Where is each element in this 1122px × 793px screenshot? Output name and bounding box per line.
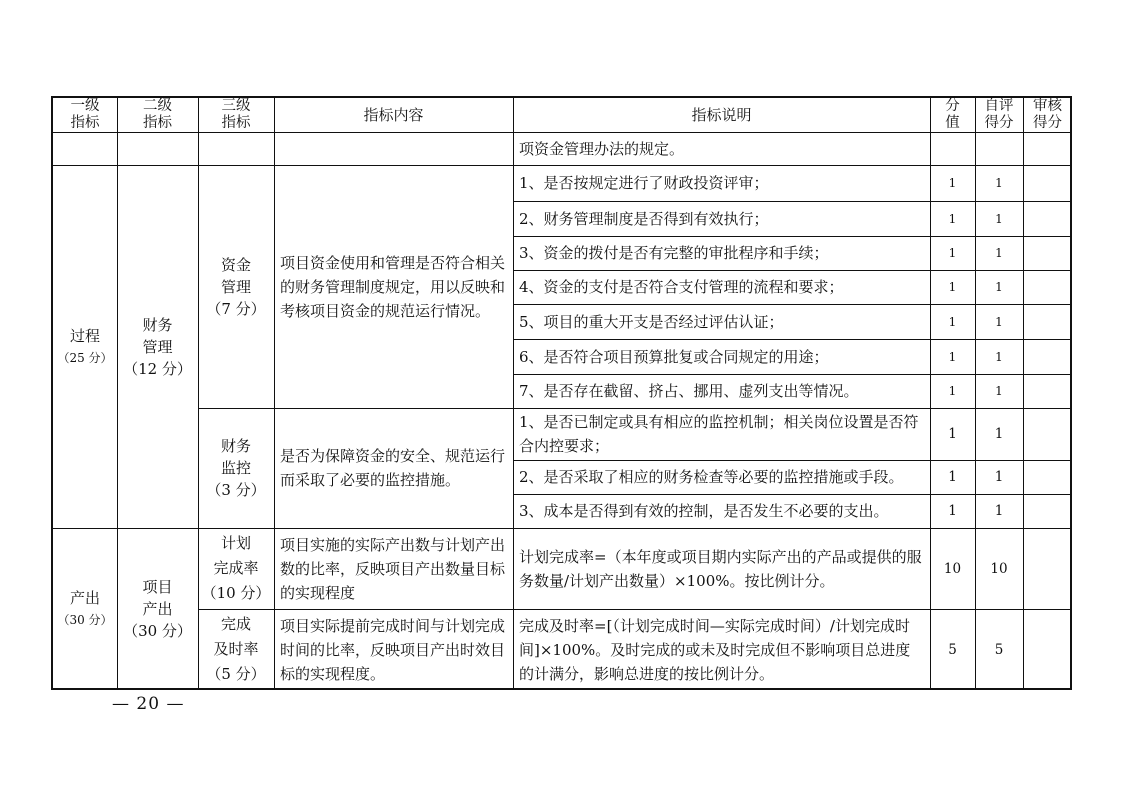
score-value: 1	[948, 211, 957, 226]
criteria-row: 3、成本是否得到有效的控制，是否发生不必要的支出。	[519, 502, 889, 520]
level3-financial-monitoring: 财务 监控 （3 分）	[206, 437, 266, 499]
header-description: 指标说明	[691, 105, 752, 124]
plan-completion-description: 计划完成率=（本年度或项目期内实际产出的产品或提供的服务数量/计划产出数量）×100%。按比例计分。	[519, 547, 922, 590]
header-level2: 二级 指标	[143, 98, 172, 131]
score-value: 10	[943, 560, 962, 577]
header-audit-score: 审核 得分	[1033, 98, 1062, 131]
score-value: 1	[948, 280, 957, 294]
self-score-value: 1	[994, 426, 1004, 442]
score-value: 1	[948, 314, 957, 329]
self-score-value: 10	[990, 560, 1008, 577]
header-content: 指标内容	[363, 105, 424, 124]
criteria-row: 6、是否符合项目预算批复或合同规定的用途；	[519, 347, 829, 366]
level2-project-output: 项目 产出 （30 分）	[123, 578, 192, 640]
score-value: 1	[948, 176, 957, 190]
header-self-score: 自评 得分	[984, 98, 1014, 131]
criteria-row: 4、资金的支付是否符合支付管理的流程和要求；	[519, 278, 844, 296]
plan-completion-content: 项目实施的实际产出数与计划产出数的比率，反映项目产出数量目标的实现程度	[280, 535, 506, 602]
continuation-text: 项资金管理办法的规定。	[519, 139, 685, 158]
score-value: 1	[948, 503, 957, 519]
score-value: 1	[948, 246, 957, 260]
score-value: 1	[948, 426, 957, 442]
header-level3: 三级 指标	[221, 98, 251, 131]
self-score-value: 1	[995, 349, 1003, 364]
criteria-row: 1、是否已制定或具有相应的监控机制；相关岗位设置是否符合内控要求；	[519, 413, 919, 455]
criteria-row: 2、财务管理制度是否得到有效执行；	[519, 209, 769, 228]
col-divider	[1023, 98, 1024, 688]
criteria-row: 3、资金的拨付是否有完整的审批程序和手续；	[519, 244, 829, 262]
self-score-value: 1	[995, 384, 1003, 398]
criteria-row: 1、是否按规定进行了财政投资评审；	[519, 174, 769, 192]
score-value: 1	[948, 384, 957, 398]
self-score-value: 1	[994, 469, 1004, 485]
score-value: 1	[948, 469, 957, 485]
level3-plan-completion: 计划 完成率 （10 分）	[201, 534, 271, 602]
page-number: — 20 —	[112, 694, 185, 714]
self-score-value: 1	[994, 503, 1004, 519]
self-score-value: 1	[995, 314, 1003, 329]
level3-timely-completion: 完成 及时率 （5 分）	[206, 615, 266, 683]
level1-process: 过程 （25 分）	[57, 326, 113, 365]
timely-completion-description: 完成及时率=[（计划完成时间—实际完成时间）/计划完成时间]×100%。及时完成的或未及时完成但不影响项目总进度的计满分，影响总进度的按比例计分。	[519, 616, 911, 683]
criteria-row: 5、项目的重大开支是否经过评估认证；	[519, 312, 784, 331]
self-score-value: 5	[994, 641, 1004, 658]
level2-financial-management: 财务 管理 （12 分）	[123, 315, 192, 378]
criteria-row: 7、是否存在截留、挤占、挪用、虚列支出等情况。	[519, 382, 859, 400]
evaluation-table	[51, 96, 1072, 690]
level1-output: 产出 （30 分）	[57, 589, 113, 627]
criteria-row: 2、是否采取了相应的财务检查等必要的监控措施或手段。	[519, 468, 904, 486]
financial-monitoring-content: 是否为保障资金的安全、规范运行而采取了必要的监控措施。	[280, 447, 506, 489]
header-level1: 一级 指标	[70, 98, 100, 131]
fund-management-content: 项目资金使用和管理是否符合相关的财务管理制度规定，用以反映和考核项目资金的规范运行情况。	[280, 253, 506, 320]
self-score-value: 1	[995, 176, 1003, 190]
score-value: 1	[948, 349, 957, 364]
self-score-value: 1	[995, 211, 1003, 226]
self-score-value: 1	[995, 280, 1003, 294]
self-score-value: 1	[995, 246, 1003, 260]
header-score: 分 值	[945, 98, 960, 131]
level3-fund-management: 资金 管理 （7 分）	[206, 255, 266, 318]
timely-completion-content: 项目实际提前完成时间与计划完成时间的比率，反映项目产出时效目标的实现程度。	[280, 616, 506, 683]
score-value: 5	[948, 641, 957, 658]
